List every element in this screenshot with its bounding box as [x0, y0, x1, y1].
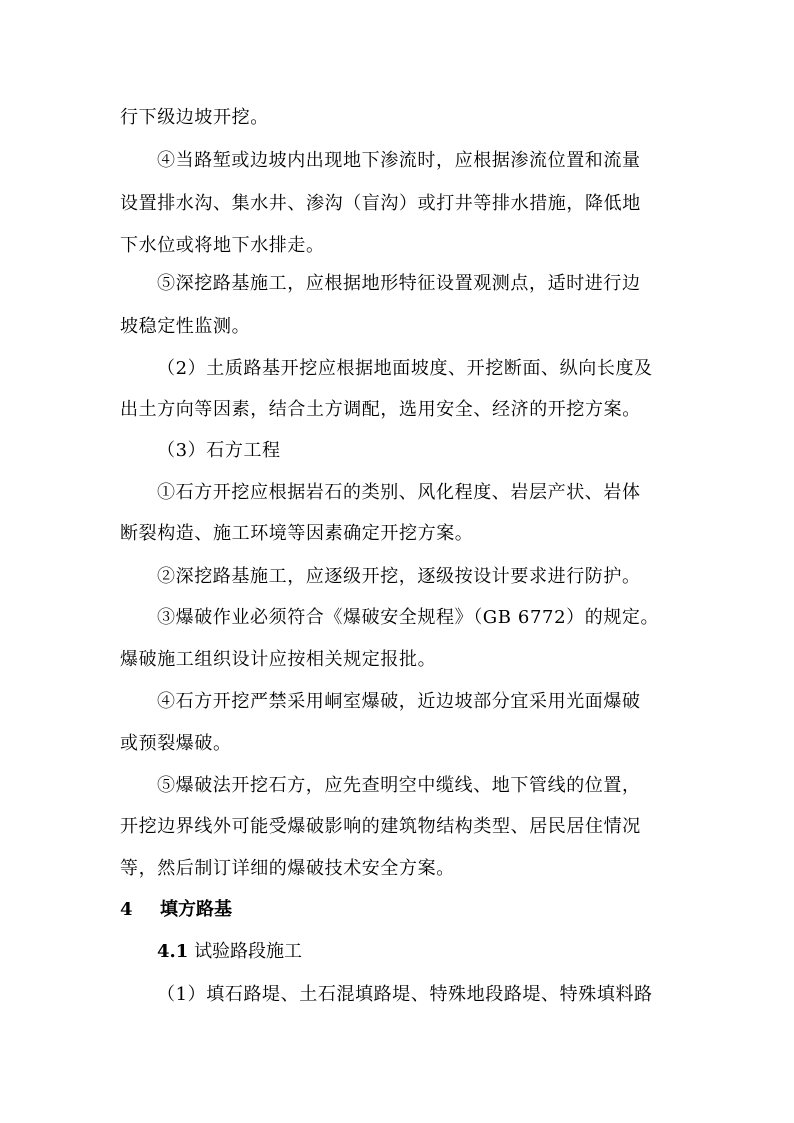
paragraph-line: ⑤深挖路基施工，应根据地形特征设置观测点，适时进行边 — [157, 273, 641, 294]
subsection-heading — [157, 940, 302, 964]
paragraph-line: （3）石方工程 — [157, 440, 281, 461]
paragraph-line: 开挖边界线外可能受爆破影响的建筑物结构类型、居民居住情况 — [120, 816, 641, 837]
paragraph-line: 出土方向等因素，结合土方调配，选用安全、经济的开挖方案。 — [120, 399, 641, 420]
paragraph-line: （1）填石路堤、土石混填路堤、特殊地段路堤、特殊填料路 — [157, 984, 653, 1005]
subsection-number: 4.1 — [157, 941, 189, 962]
paragraph-line: ①石方开挖应根据岩石的类别、风化程度、岩层产状、岩体 — [157, 482, 641, 503]
paragraph-line: 行下级边坡开挖。 — [120, 107, 269, 128]
paragraph-line: 爆破施工组织设计应按相关规定报批。 — [120, 649, 437, 670]
paragraph-line: ④当路堑或边坡内出现地下渗流时，应根据渗流位置和流量 — [157, 150, 641, 171]
paragraph-line: 断裂构造、施工环境等因素确定开挖方案。 — [120, 523, 474, 544]
section-title: 填方路基 — [160, 899, 232, 920]
section-number: 4 — [120, 899, 133, 920]
paragraph-line: 下水位或将地下水排走。 — [120, 235, 325, 256]
subsection-title: 试验路段施工 — [194, 941, 303, 962]
paragraph-line: ②深挖路基施工，应逐级开挖，逐级按设计要求进行防护。 — [157, 566, 641, 587]
paragraph-line: （2）土质路基开挖应根据地面坡度、开挖断面、纵向长度及 — [157, 358, 653, 379]
paragraph-line: ③爆破作业必须符合《爆破安全规程》（GB 6772）的规定。 — [157, 607, 660, 628]
paragraph-line: ④石方开挖严禁采用峒室爆破，近边坡部分宜采用光面爆破 — [157, 691, 641, 712]
paragraph-line: 坡稳定性监测。 — [120, 316, 251, 337]
paragraph-line: ⑤爆破法开挖石方，应先查明空中缆线、地下管线的位置， — [157, 775, 641, 796]
paragraph-line: 或预裂爆破。 — [120, 733, 232, 754]
paragraph-line: 设置排水沟、集水井、渗沟（盲沟）或打井等排水措施，降低地 — [120, 193, 641, 214]
paragraph-line: 等，然后制订详细的爆破技术安全方案。 — [120, 858, 455, 879]
